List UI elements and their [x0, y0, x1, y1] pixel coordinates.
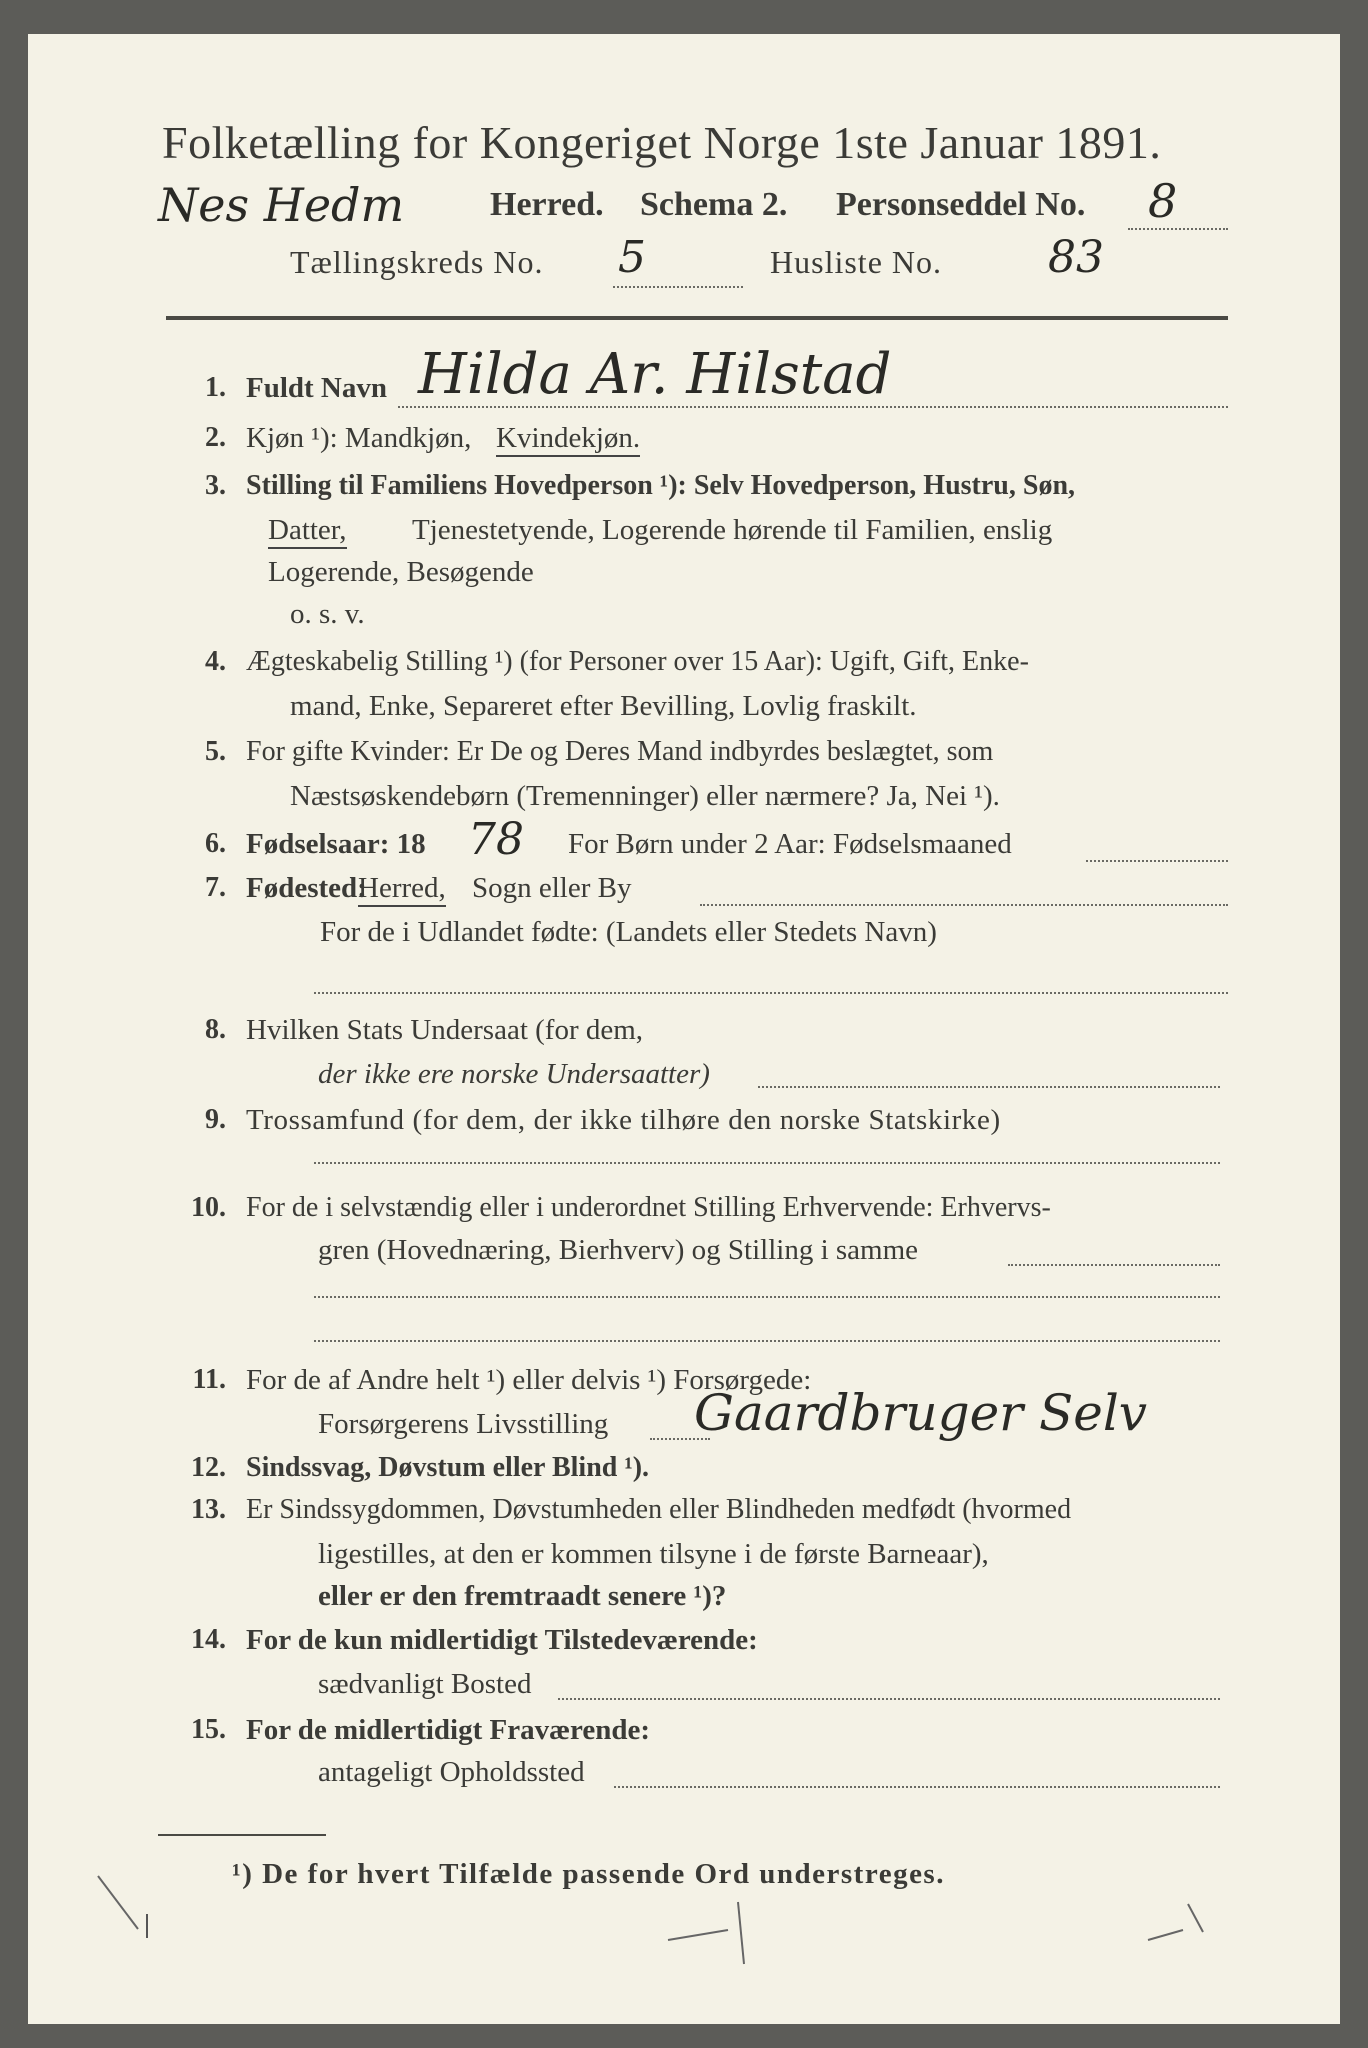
item-5-line-2: Næstsøskendebørn (Tremenninger) eller nærmere? Ja, Nei ¹). [290, 780, 1000, 812]
item-5-number: 5. [205, 736, 226, 767]
item-4-line-2: mand, Enke, Separeret efter Bevilling, Lovlig fraskilt. [290, 690, 917, 722]
census-form-sheet [28, 34, 1340, 2024]
item-8-dots [758, 1086, 1220, 1088]
item-15-line-2: antageligt Opholdssted [318, 1756, 585, 1788]
item-11-line-2: Forsørgerens Livsstilling [318, 1408, 609, 1440]
husliste-number: 83 [1048, 232, 1104, 283]
schema-label: Schema 2. [640, 186, 788, 223]
item-10-line-2: gren (Hovednæring, Bierhverv) og Stilling i samme [318, 1234, 919, 1266]
form-title: Folketælling for Kongeriget Norge 1ste Januar 1891. [162, 117, 1162, 168]
item-3-option-datter: Datter, [268, 514, 347, 549]
herred-handwritten: Nes Hedm [158, 178, 405, 232]
item-14-line-2: sædvanligt Bosted [318, 1668, 532, 1700]
item-13-number: 13. [191, 1494, 226, 1525]
header-rule [166, 316, 1228, 320]
personseddel-dots [1128, 228, 1228, 230]
kreds-label: Tællingskreds No. [290, 244, 544, 280]
item-14-number: 14. [191, 1624, 226, 1655]
item-12-number: 12. [191, 1452, 226, 1483]
item-12-line-1: Sindssvag, Døvstum eller Blind ¹). [246, 1452, 650, 1483]
kreds-number: 5 [618, 232, 646, 283]
husliste-label: Husliste No. [770, 244, 942, 280]
item-2-number: 2. [205, 422, 226, 453]
herred-label: Herred. [490, 186, 604, 223]
item-7-option-herred: Herred, [358, 872, 446, 907]
item-6-dots [1086, 860, 1228, 862]
item-7-rest: Sogn eller By [472, 872, 632, 904]
item-10-dots-2 [314, 1296, 1220, 1298]
item-10-dots-3 [314, 1340, 1220, 1342]
item-1-dots [398, 406, 1228, 408]
item-6-year-answer: 78 [468, 814, 524, 865]
item-10-dots-1 [1008, 1264, 1220, 1266]
item-14-dots [558, 1698, 1220, 1700]
item-2-label: Kjøn ¹): Mandkjøn, [246, 422, 472, 454]
item-2-option-kvindekjon: Kvindekjøn. [496, 422, 640, 457]
personseddel-label: Personseddel No. [836, 186, 1086, 223]
item-8-line-1: Hvilken Stats Undersaat (for dem, [246, 1014, 644, 1046]
footnote: ¹) De for hvert Tilfælde passende Ord understreges. [232, 1858, 945, 1890]
item-7-number: 7. [205, 872, 226, 903]
item-13-line-2: ligestilles, at den er kommen tilsyne i de første Barneaar), [318, 1538, 989, 1570]
item-15-number: 15. [191, 1714, 226, 1745]
item-9-line-1: Trossamfund (for dem, der ikke tilhøre den norske Statskirke) [246, 1104, 1001, 1136]
item-1-label: Fuldt Navn [246, 372, 388, 404]
item-11-line-1: For de af Andre helt ¹) eller delvis ¹) Forsørgede: [246, 1364, 812, 1396]
item-6-rest: For Børn under 2 Aar: Fødselsmaaned [568, 828, 1012, 860]
item-4-line-1: Ægteskabelig Stilling ¹) (for Personer over 15 Aar): Ugift, Gift, Enke- [246, 646, 1029, 677]
item-13-line-3: eller er den fremtraadt senere ¹)? [318, 1580, 727, 1612]
item-1-number: 1. [205, 372, 226, 403]
item-10-number: 10. [191, 1192, 226, 1223]
item-6-number: 6. [205, 828, 226, 859]
item-15-line-1: For de midlertidigt Fraværende: [246, 1714, 651, 1746]
item-13-line-1: Er Sindssygdommen, Døvstumheden eller Blindheden medfødt (hvormed [246, 1494, 1072, 1525]
item-11-answer: Gaardbruger Selv [694, 1384, 1148, 1442]
item-1-name-answer: Hilda Ar. Hilstad [418, 342, 892, 407]
item-9-dots [314, 1162, 1220, 1164]
item-9-number: 9. [205, 1104, 226, 1135]
item-3-number: 3. [205, 470, 226, 501]
item-11-dots [650, 1438, 710, 1440]
item-7-label: Fødested: [246, 872, 367, 904]
item-10-line-1: For de i selvstændig eller i underordnet Stilling Erhvervende: Erhvervs- [246, 1192, 1051, 1223]
item-5-line-1: For gifte Kvinder: Er De og Deres Mand indbyrdes beslægtet, som [246, 736, 994, 767]
item-8-line-2: der ikke ere norske Undersaatter) [318, 1058, 710, 1090]
item-15-dots [614, 1786, 1220, 1788]
item-3-line-4: o. s. v. [290, 598, 365, 630]
footnote-rule [158, 1834, 326, 1836]
item-8-number: 8. [205, 1014, 226, 1045]
item-7-answer-dots [314, 992, 1228, 994]
item-3-line-2: Tjenestetyende, Logerende hørende til Familien, enslig [412, 514, 1053, 546]
item-4-number: 4. [205, 646, 226, 677]
item-14-line-1: For de kun midlertidigt Tilstedeværende: [246, 1624, 758, 1656]
kreds-dots [613, 286, 743, 288]
item-3-line-1: Stilling til Familiens Hovedperson ¹): Selv Hovedperson, Hustru, Søn, [246, 470, 1076, 501]
item-7-dots [700, 904, 1228, 906]
personseddel-number: 8 [1148, 174, 1178, 228]
item-7-line-2: For de i Udlandet fødte: (Landets eller Stedets Navn) [320, 916, 937, 948]
item-11-number: 11. [192, 1364, 226, 1395]
item-6-label: Fødselsaar: 18 [246, 828, 426, 860]
item-3-line-3: Logerende, Besøgende [268, 556, 534, 588]
